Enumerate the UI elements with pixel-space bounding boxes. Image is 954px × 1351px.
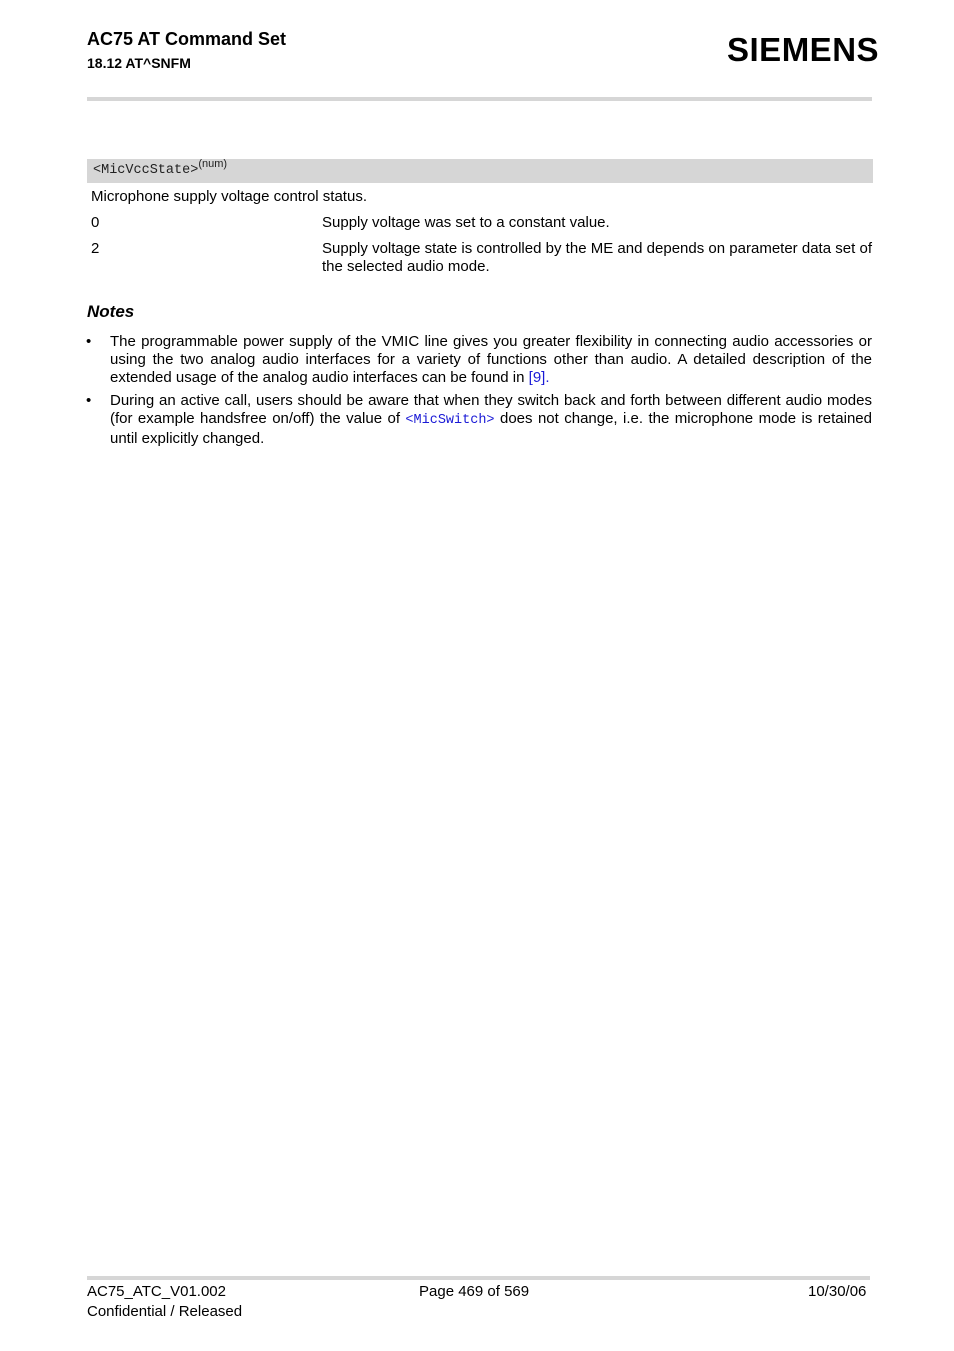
reference-link[interactable]: [9] bbox=[528, 369, 546, 386]
parameter-value-description: Supply voltage state is controlled by the ME and depends on parameter data set of the selected audio mode. bbox=[322, 240, 872, 275]
parameter-name-text: <MicVccState> bbox=[93, 163, 199, 178]
section-title: 18.12 AT^SNFM bbox=[87, 55, 191, 71]
siemens-logo: SIEMENS bbox=[727, 31, 880, 68]
bullet-icon: • bbox=[86, 333, 92, 350]
note-text: During an active call, users should be aware that when they switch back and forth between different audio modes (for example handsfree on/off) the value of bbox=[110, 392, 872, 427]
parameter-value-description: Supply voltage was set to a constant value. bbox=[322, 214, 610, 231]
document-date: 10/30/06 bbox=[808, 1283, 867, 1300]
parameter-type: (num) bbox=[198, 158, 228, 170]
note-item bbox=[110, 392, 872, 448]
notes-heading: Notes bbox=[87, 302, 135, 321]
parameter-value: 0 bbox=[91, 214, 100, 231]
note-text-end: does not change, i.e. the microphone mode is retained until explicitly changed. bbox=[110, 410, 872, 447]
document-title: AC75 AT Command Set bbox=[87, 29, 287, 49]
footer-divider bbox=[87, 1276, 870, 1280]
note-text-end: . bbox=[545, 369, 550, 386]
parameter-description: Microphone supply voltage control status. bbox=[91, 188, 367, 205]
parameter-header-bar bbox=[87, 159, 873, 183]
parameter-value: 2 bbox=[91, 240, 100, 257]
document-status: Confidential / Released bbox=[87, 1303, 243, 1320]
note-item bbox=[110, 333, 872, 387]
note-text: The programmable power supply of the VMIC line gives you greater flexibility in connecting audio accessories or using the two analog audio interfaces for a variety of functions other than audio. A detailed description of the extended usage of the analog audio interfaces can be found in bbox=[110, 333, 872, 386]
document-id: AC75_ATC_V01.002 bbox=[87, 1283, 226, 1300]
parameter-link[interactable]: <MicSwitch> bbox=[405, 413, 495, 428]
parameter-name bbox=[93, 158, 228, 178]
header-divider bbox=[87, 97, 872, 101]
bullet-icon: • bbox=[86, 392, 92, 409]
page-number: Page 469 of 569 bbox=[419, 1283, 530, 1300]
